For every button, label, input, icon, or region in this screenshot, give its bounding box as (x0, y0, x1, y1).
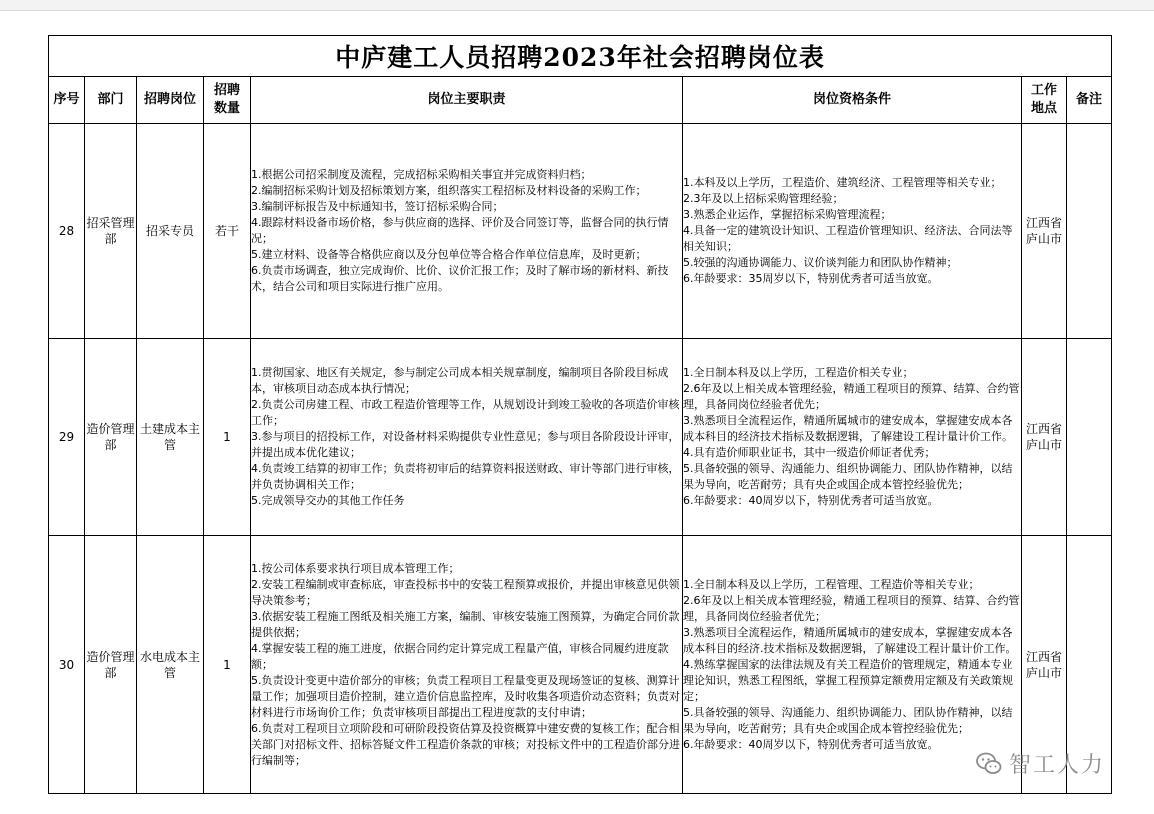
requirement-item: 6.年龄要求：40周岁以下，特别优秀者可适当放宽。 (683, 737, 939, 751)
duty-item: 3.依据安装工程施工图纸及相关施工方案，编制、审核安装施工图预算，为确定合同价款提供依据； (251, 609, 680, 639)
requirement-item: 2.6年及以上相关成本管理经验，精通工程项目的预算、结算、合约管理，具备同岗位经验者优先； (683, 382, 1020, 411)
row-requirements (683, 536, 1022, 794)
header-position: 招聘岗位 (137, 77, 204, 124)
row-duties (251, 536, 683, 794)
row-num: 28 (49, 124, 85, 339)
row-duties (251, 124, 683, 339)
row-qty: 1 (204, 339, 251, 536)
requirement-item: 2.3年及以上招标采购管理经验； (683, 192, 844, 205)
requirement-item: 4.具有造价师职业证书，其中一级造价师证者优秀； (683, 446, 936, 459)
duty-item: 4.掌握安装工程的施工进度，依据合同约定计算完成工程量产值，审核合同履约进度款额； (251, 641, 669, 671)
duty-item: 2.编制招标采购计划及招标策划方案，组织落实工程招标及材料设备的采购工作； (251, 184, 647, 197)
requirement-item: 4.具备一定的建筑设计知识、工程造价管理知识、经济法、合同法等相关知识； (683, 224, 1013, 253)
table-title: 中庐建工人员招聘2023年社会招聘岗位表 (49, 36, 1112, 77)
header-remark: 备注 (1067, 77, 1112, 124)
row-num: 30 (49, 536, 85, 794)
header-dept: 部门 (85, 77, 137, 124)
requirement-item: 1.全日制本科及以上学历，工程管理、工程造价等相关专业； (683, 577, 980, 591)
top-border-strip (0, 0, 1154, 11)
duty-item: 3.编制评标报告及中标通知书，签订招标采购合同； (251, 200, 504, 213)
requirement-item: 6.年龄要求：35周岁以下，特别优秀者可适当放宽。 (683, 272, 939, 285)
header-requirements: 岗位资格条件 (683, 77, 1022, 124)
row-remark (1067, 339, 1112, 536)
header-row (49, 77, 1112, 124)
requirement-item: 5.较强的沟通协调能力、议价谈判能力和团队协作精神； (683, 256, 958, 269)
duty-item: 5.完成领导交办的其他工作任务 (251, 494, 405, 507)
duty-item: 3.参与项目的招投标工作，对设备材料采购提供专业性意见；参与项目各阶段设计评审，并提出成本优化建议； (251, 430, 680, 459)
duty-item: 1.按公司体系要求执行项目成本管理工作； (251, 561, 460, 575)
duty-item: 1.根据公司招采制度及流程，完成招标采购相关事宜并完成资料归档； (251, 168, 592, 181)
watermark (975, 748, 1105, 779)
duty-item: 1.贯彻国家、地区有关规定，参与制定公司成本相关规章制度，编制项目各阶段目标成本，审核项目动态成本执行情况； (251, 366, 669, 395)
header-duties: 岗位主要职责 (251, 77, 683, 124)
duty-item: 6.负责市场调查，独立完成询价、比价、议价汇报工作；及时了解市场的新材料、新技术，结合公司和项目实际进行推广应用。 (251, 264, 669, 293)
row-position: 水电成本主管 (137, 536, 204, 794)
requirement-item: 3.熟悉企业运作，掌握招标采购管理流程； (683, 208, 892, 221)
row-duties (251, 339, 683, 536)
header-location: 工作 地点 (1022, 77, 1067, 124)
duty-item: 4.跟踪材料设备市场价格，参与供应商的选择、评价及合同签订等，监督合同的执行情况； (251, 216, 669, 245)
row-remark (1067, 124, 1112, 339)
row-dept: 造价管理部 (85, 339, 137, 536)
duty-item: 2.安装工程编制或审查标底，审查投标书中的安装工程预算或报价，并提出审核意见供领导决策参考； (251, 577, 680, 607)
row-num: 29 (49, 339, 85, 536)
row-location: 江西省庐山市 (1022, 536, 1067, 794)
row-position: 土建成本主管 (137, 339, 204, 536)
requirement-item: 3.熟悉项目全流程运作，精通所属城市的建安成本，掌握建安成本各成本科目的经济.技术指标及数据逻辑，了解建设工程计量计价工作。 (683, 625, 1017, 655)
duty-item: 5.负责设计变更中造价部分的审核；负责工程项目工程量变更及现场签证的复核、测算计量工作；加强项目造价控制，建立造价信息监控库，及时收集各项造价动态资料；负责对材料进行市场询价工作；负责审核项目部提出工程进度款的支付申请； (251, 673, 680, 719)
requirement-item: 5.具备较强的领导、沟通能力、组织协调能力、团队协作精神，以结果为导向，吃苦耐劳；具有央企或国企成本管控经验优先； (683, 705, 1013, 735)
watermark-text: 智工人力 (1009, 753, 1106, 778)
row-location: 江西省庐山市 (1022, 339, 1067, 536)
table-row (49, 124, 1112, 339)
row-dept: 招采管理部 (85, 124, 137, 339)
requirement-item: 2.6年及以上相关成本管理经验，精通工程项目的预算、结算、合约管理，具备同岗位经验者优先； (683, 593, 1020, 623)
duty-item: 6.负责对工程项目立项阶段和可研阶段投资估算及投资概算中建安费的复核工作；配合相关部门对招标文件、招标答疑文件工程造价条款的审核；对投标文件中的工程造价部分进行编制等； (251, 721, 680, 767)
table-row (49, 536, 1112, 794)
header-num: 序号 (49, 77, 85, 124)
requirement-item: 1.本科及以上学历，工程造价、建筑经济、工程管理等相关专业； (683, 176, 1002, 189)
requirement-item: 6.年龄要求：40周岁以下，特别优秀者可适当放宽。 (683, 494, 939, 507)
row-position: 招采专员 (137, 124, 204, 339)
duty-item: 2.负责公司房建工程、市政工程造价管理等工作，从规划设计到竣工验收的各项造价审核工作； (251, 398, 680, 427)
header-qty: 招聘 数量 (204, 77, 251, 124)
row-qty: 1 (204, 536, 251, 794)
table-row (49, 339, 1112, 536)
requirement-item: 3.熟悉项目全流程运作，精通所属城市的建安成本，掌握建安成本各成本科目的经济技术指标及数据逻辑，了解建设工程计量计价工作。 (683, 414, 1013, 443)
row-location: 江西省庐山市 (1022, 124, 1067, 339)
recruitment-table (48, 35, 1112, 794)
row-dept: 造价管理部 (85, 536, 137, 794)
wechat-logo-icon (975, 750, 1003, 778)
row-requirements (683, 124, 1022, 339)
requirement-item: 4.熟练掌握国家的法律法规及有关工程造价的管理规定，精通本专业理论知识，熟悉工程图纸，掌握工程预算定额费用定额及有关政策规定； (683, 657, 1013, 703)
row-qty: 若干 (204, 124, 251, 339)
duty-item: 5.建立材料、设备等合格供应商以及分包单位等合格合作单位信息库，及时更新； (251, 248, 647, 261)
row-requirements (683, 339, 1022, 536)
requirement-item: 1.全日制本科及以上学历，工程造价相关专业； (683, 366, 914, 379)
requirement-item: 5.具备较强的领导、沟通能力、组织协调能力、团队协作精神，以结果为导向，吃苦耐劳；具有央企或国企成本管控经验优先； (683, 462, 1013, 491)
duty-item: 4.负责竣工结算的初审工作；负责将初审后的结算资料报送财政、审计等部门进行审核，并负责协调相关工作； (251, 462, 680, 491)
